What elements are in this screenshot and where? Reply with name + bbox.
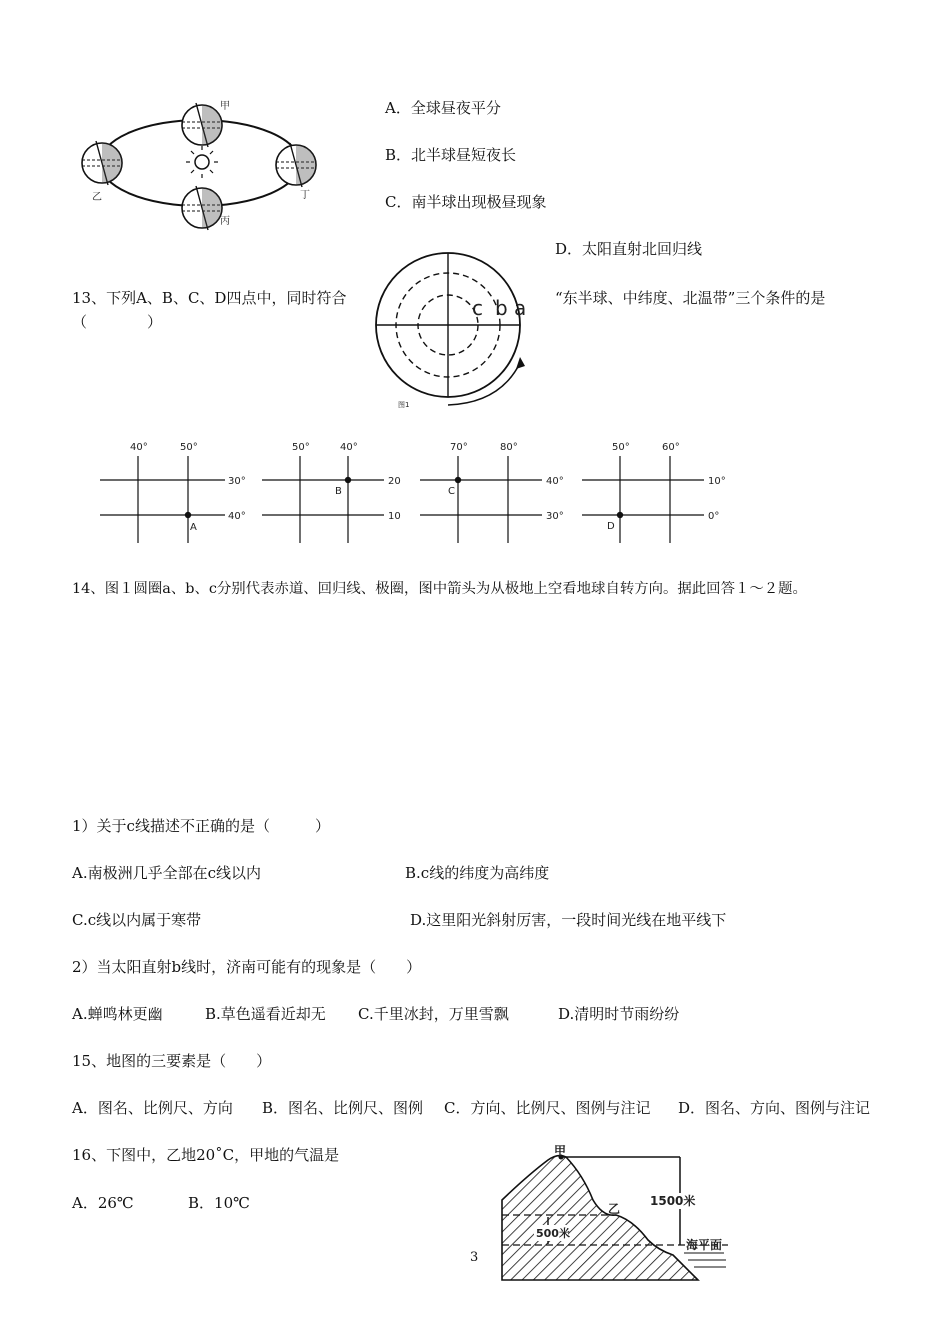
grid-b-lat-1: 20 [388, 476, 401, 487]
q12-option-a: A．全球昼夜平分 [385, 99, 501, 117]
q14-sub1-stem: 1）关于c线描述不正确的是（ ） [72, 817, 330, 835]
orbit-label-ding: 丁 [300, 190, 310, 201]
earth-ding [276, 143, 316, 187]
q14-sub2-stem: 2）当太阳直射b线时，济南可能有的现象是（ ） [72, 958, 422, 976]
circle-letter-b: b [495, 296, 508, 320]
grid-a-lat-2: 40° [228, 511, 246, 522]
q15-option-c: C．方向、比例尺、图例与注记 [444, 1099, 651, 1117]
q14-sub2-option-d: D.清明时节雨纷纷 [558, 1005, 680, 1023]
earth-jia [182, 103, 222, 147]
q14-sub1-option-b: B.c线的纬度为高纬度 [405, 864, 550, 882]
q15-option-a: A．图名、比例尺、方向 [72, 1099, 233, 1117]
grid-d-lat-2: 0° [708, 511, 720, 522]
orbit-label-jia: 甲 [220, 101, 230, 112]
q13-stem-right: “东半球、中纬度、北温带”三个条件的是 [555, 289, 826, 307]
grid-b [262, 438, 422, 548]
grid-c-lon-1: 70° [450, 442, 468, 453]
sea-level-label: 海平面 [686, 1238, 723, 1252]
grid-a-point-label: A [190, 522, 197, 533]
grid-c-point-label: C [448, 486, 455, 497]
grid-c-lon-2: 80° [500, 442, 518, 453]
grid-b-lon-2: 40° [340, 442, 358, 453]
figure-caption: 图1 [398, 401, 410, 409]
earth-orbit-diagram [70, 95, 330, 240]
grid-c [420, 438, 580, 548]
q14-sub2-option-c: C.千里冰封，万里雪飘 [358, 1005, 509, 1023]
q16-option-a: A．26℃ [72, 1194, 134, 1212]
grid-b-lat-2: 10 [388, 511, 401, 522]
q13-blank: （ ） [72, 313, 163, 331]
grid-d [582, 438, 742, 548]
grid-d-point-label: D [607, 521, 615, 532]
grid-a [100, 438, 260, 548]
mountain-profile-figure [498, 1145, 738, 1285]
earth-yi [82, 141, 122, 185]
q12-option-b: B．北半球昼短夜长 [385, 146, 517, 164]
orbit-label-bing: 丙 [220, 216, 230, 227]
grid-c-lat-2: 30° [546, 511, 564, 522]
q14-sub1-option-d: D.这里阳光斜射厉害，一段时间光线在地平线下 [410, 911, 727, 929]
grid-b-point-label: B [335, 486, 342, 497]
latitude-circles-figure [360, 245, 540, 410]
grid-d-lon-2: 60° [662, 442, 680, 453]
q16-stem: 16、下图中，乙地20˚C，甲地的气温是 [72, 1146, 340, 1164]
point-label: 乙 [608, 1202, 621, 1216]
grid-a-lat-1: 30° [228, 476, 246, 487]
q14-sub2-option-b: B.草色遥看近却无 [205, 1005, 326, 1023]
grid-a-lon-2: 50° [180, 442, 198, 453]
orbit-label-yi: 乙 [92, 192, 102, 203]
height-label-1500: 1500米 [650, 1194, 696, 1208]
q15-option-d: D．图名、方向、图例与注记 [678, 1099, 871, 1117]
q14-sub1-option-c: C.c线以内属于寒带 [72, 911, 202, 929]
page-number: 3 [470, 1250, 479, 1265]
q14-sub1-option-a: A.南极洲几乎全部在c线以内 [72, 864, 262, 882]
grid-d-lat-1: 10° [708, 476, 726, 487]
peak-label: 甲 [554, 1144, 567, 1158]
rotation-arrow-icon [448, 363, 520, 405]
q16-option-b: B．10℃ [188, 1194, 250, 1212]
grid-c-lat-1: 40° [546, 476, 564, 487]
q15-stem: 15、地图的三要素是（ ） [72, 1052, 272, 1070]
earth-bing [182, 186, 222, 230]
grid-b-lon-1: 50° [292, 442, 310, 453]
q14-stem: 14、图１圆圈a、b、c分别代表赤道、回归线、极圈，图中箭头为从极地上空看地球自转方向。据此回答１～２题。 [72, 581, 807, 597]
q12-option-c: C．南半球出现极昼现象 [385, 193, 547, 211]
circle-letter-a: a [514, 296, 527, 320]
circle-letter-c: c [472, 296, 483, 320]
grid-d-lon-1: 50° [612, 442, 630, 453]
q12-option-d: D．太阳直射北回归线 [555, 240, 703, 258]
q14-sub2-option-a: A.蝉鸣林更幽 [72, 1005, 163, 1023]
height-label-500: 500米 [536, 1227, 570, 1240]
q15-option-b: B．图名、比例尺、图例 [262, 1099, 424, 1117]
grid-a-lon-1: 40° [130, 442, 148, 453]
q13-stem-left: 13、下列A、B、C、D四点中，同时符合 [72, 289, 347, 307]
sun-icon [186, 146, 218, 178]
